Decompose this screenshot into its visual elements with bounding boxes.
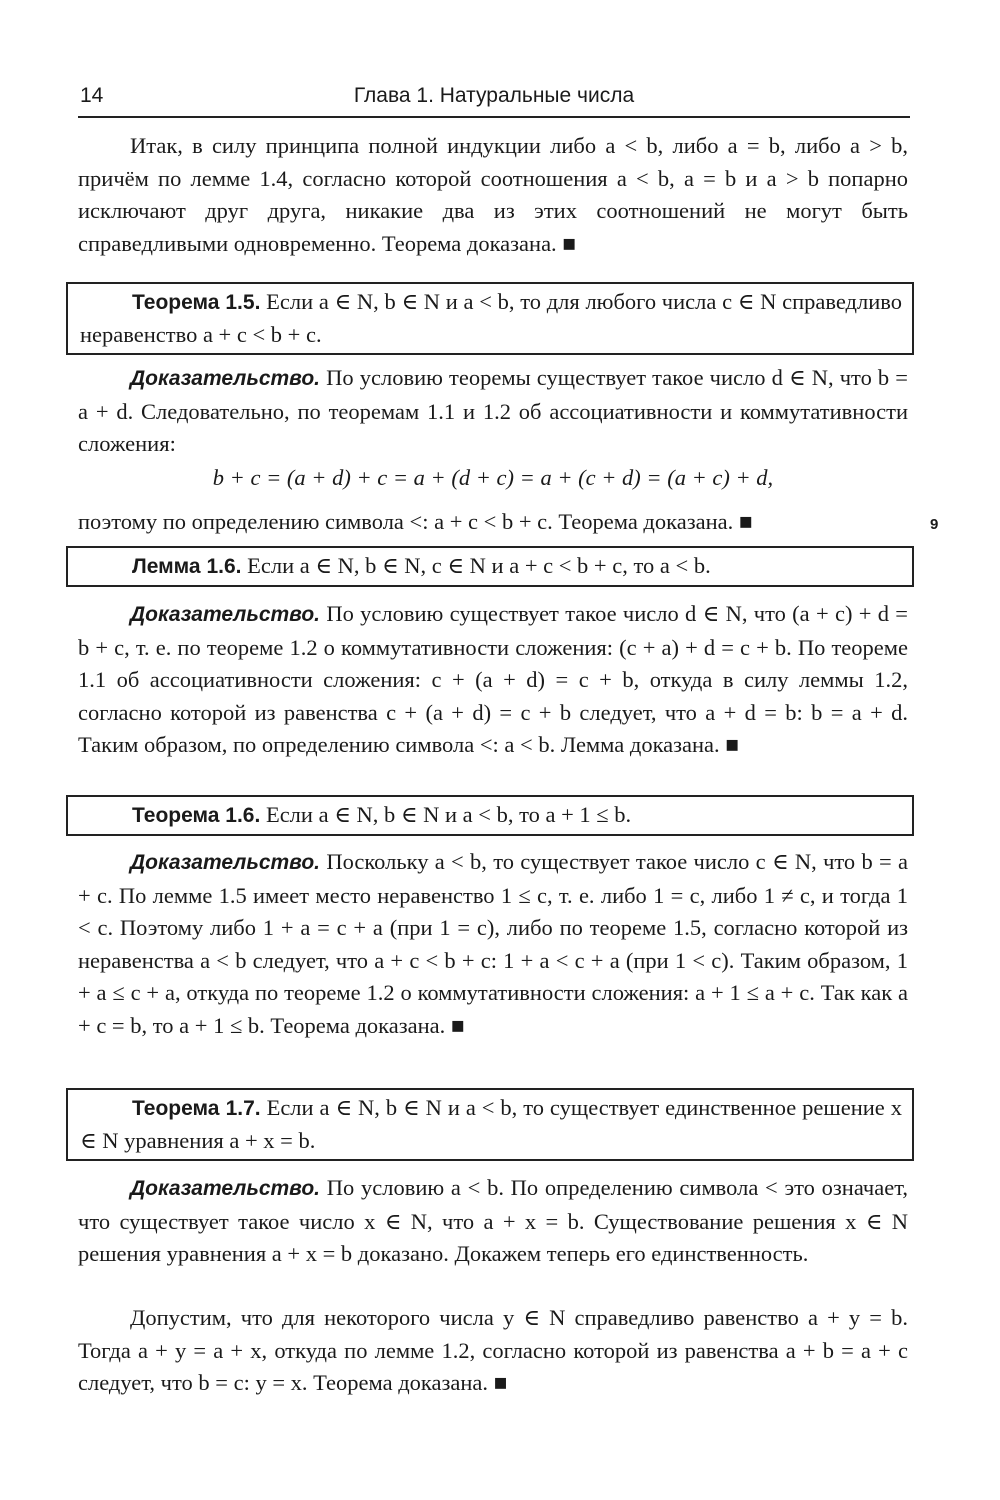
theorem-heading: Теорема 1.7.	[132, 1097, 261, 1120]
closing-paragraph: Допустим, что для некоторого числа y ∈ N справедливо равенство a + y = b. Тогда a + y = a + x, откуда по лемме 1.2, согласно которой из равенства a + b = a + c следует, что b = c: y = x. Теорема доказана. ■	[78, 1305, 908, 1395]
page-number: 14	[80, 84, 104, 107]
proof-paragraph	[78, 1172, 908, 1271]
lemma-heading: Лемма 1.6.	[132, 555, 242, 578]
margin-mark: 9	[930, 516, 939, 533]
theorem-heading: Теорема 1.5.	[132, 291, 261, 314]
lemma-text: Если a ∈ N, b ∈ N, c ∈ N и a + c < b + c, то a < b.	[241, 553, 711, 578]
proof-paragraph	[78, 598, 908, 762]
chapter-title: Глава 1. Натуральные числа	[353, 84, 635, 107]
theorem-1-7-box	[66, 1088, 914, 1161]
theorem-heading: Теорема 1.6.	[132, 804, 261, 827]
proof-heading: Доказательство.	[130, 603, 321, 626]
theorem-text: Если a ∈ N, b ∈ N и a < b, то a + 1 ≤ b.	[260, 802, 632, 827]
proof-text: Поскольку a < b, то существует такое число c ∈ N, что b = a + c. По лемме 1.5 имеет место неравенство 1 ≤ c, т. е. либо 1 = c, либо 1 ≠ c, и тогда 1 < c. Поэтому либо 1 + a = c + a (при 1 = c), либо по теореме 1.5, согласно которой из неравенства a < b следует, что a + c < b + c: 1 + a < c + a (при 1 < c). Таким образом, 1 + a ≤ c + a, откуда по теореме 1.2 о коммутативности сложения: a + 1 ≤ a + c. Так как a + c = b, то a + 1 ≤ b. Теорема доказана. ■	[78, 849, 908, 1038]
proof-paragraph	[78, 846, 908, 1042]
lemma-1-6-box	[66, 546, 914, 587]
proof-text: По условию a < b. По определению символа < это означает, что существует такое число x ∈ N, что a + x = b. Существование решения x ∈ N решения уравнения a + x = b доказано. Докажем теперь его единственность.	[78, 1175, 908, 1266]
theorem-1-6-box	[66, 795, 914, 836]
theorem-1-5-box	[66, 282, 914, 355]
theorem-text: Если a ∈ N, b ∈ N и a < b, то для любого числа c ∈ N справедливо неравенство a + c < b + c.	[80, 289, 902, 347]
proof-text: По условию существует такое число d ∈ N, что (a + c) + d = b + c, т. е. по теореме 1.2 о коммутативности сложения: (c + a) + d = c + b. По теореме 1.1 об ассоциативности сложения: c + (a + d) = c + b, откуда в силу леммы 1.2, согласно которой из равенства c + (a + d) = c + b следует, что a + d = b: b = a + d. Таким образом, по определению символа <: a < b. Лемма доказана. ■	[78, 601, 908, 757]
proof-text: По условию теоремы существует такое число d ∈ N, что b = a + d. Следовательно, по теоремам 1.1 и 1.2 об ассоциативности и коммутативности сложения:	[78, 365, 908, 456]
proof-heading: Доказательство.	[130, 1177, 321, 1200]
intro-paragraph: Итак, в силу принципа полной индукции либо a < b, либо a = b, либо a > b, причём по лемме 1.4, согласно которой соотношения a < b, a = b и a > b попарно исключают друг друга, никакие два из этих соотношений не могут быть справедливыми одновременно. Теорема доказана. ■	[78, 133, 908, 256]
proof-heading: Доказательство.	[130, 367, 321, 390]
proof-paragraph	[78, 362, 908, 461]
paragraph: поэтому по определению символа <: a + c < b + c. Теорема доказана. ■	[78, 509, 753, 534]
theorem-text: Если a ∈ N, b ∈ N и a < b, то существует единственное решение x ∈ N уравнения a + x = b.	[80, 1095, 902, 1153]
formula: b + c = (a + d) + c = a + (d + c) = a + (c + d) = (a + c) + d,	[212, 465, 774, 490]
page-header	[78, 80, 910, 118]
proof-heading: Доказательство.	[130, 851, 321, 874]
